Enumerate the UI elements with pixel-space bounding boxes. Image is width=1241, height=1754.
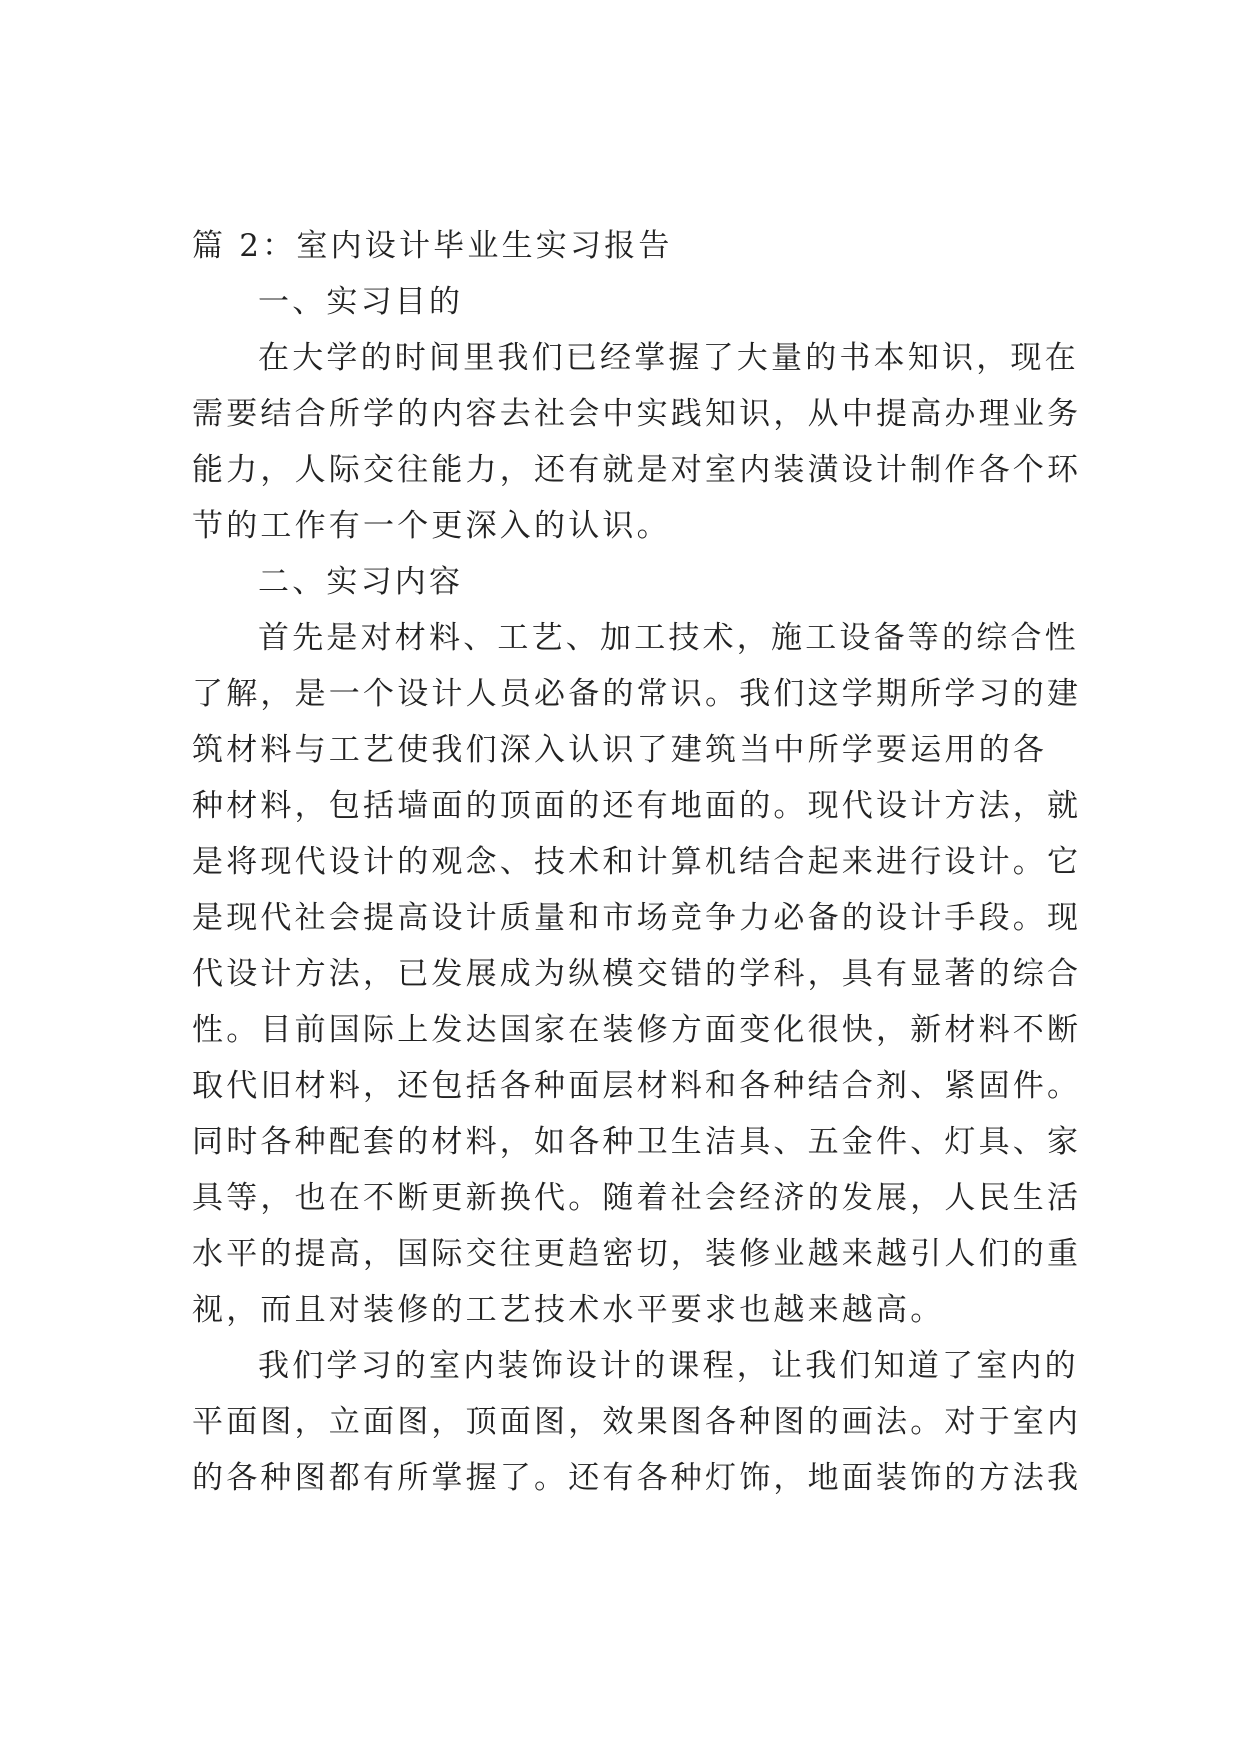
paragraph-line: 取代旧材料，还包括各种面层材料和各种结合剂、紧固件。 [192,1068,1082,1104]
paragraph-line: 我们学习的室内装饰设计的课程，让我们知道了室内的 [258,1348,1079,1384]
paragraph-content-2 [192,1338,1082,1506]
paragraph-content-1 [192,610,1082,1338]
paragraph-line: 平面图，立面图，顶面图，效果图各种图的画法。对于室内 [192,1404,1082,1440]
paragraph-line: 性。目前国际上发达国家在装修方面变化很快，新材料不断 [192,1012,1082,1048]
paragraph-line: 的各种图都有所掌握了。还有各种灯饰，地面装饰的方法我 [192,1460,1082,1496]
paragraph-line: 具等，也在不断更新换代。随着社会经济的发展，人民生活 [192,1180,1082,1216]
paragraph-purpose [192,330,1082,554]
paragraph-line: 视，而且对装修的工艺技术水平要求也越来越高。 [192,1292,945,1328]
paragraph-line: 能力，人际交往能力，还有就是对室内装潢设计制作各个环 [192,452,1082,488]
paragraph-line: 首先是对材料、工艺、加工技术，施工设备等的综合性 [258,620,1079,656]
paragraph-line: 需要结合所学的内容去社会中实践知识，从中提高办理业务 [192,396,1082,432]
paragraph-line: 同时各种配套的材料，如各种卫生洁具、五金件、灯具、家 [192,1124,1082,1160]
paragraph-line: 代设计方法，已发展成为纵模交错的学科，具有显著的综合 [192,956,1082,992]
paragraph-line: 了解，是一个设计人员必备的常识。我们这学期所学习的建 [192,676,1082,712]
paragraph-line: 是现代社会提高设计质量和市场竞争力必备的设计手段。现 [192,900,1082,936]
paragraph-line: 筑材料与工艺使我们深入认识了建筑当中所学要运用的各 [192,732,1047,768]
document-body [192,218,1082,1506]
document-title: 篇 2：室内设计毕业生实习报告 [192,228,673,264]
paragraph-line: 在大学的时间里我们已经掌握了大量的书本知识，现在 [258,340,1079,376]
section-heading-content: 二、实习内容 [258,564,464,600]
paragraph-line: 水平的提高，国际交往更趋密切，装修业越来越引人们的重 [192,1236,1082,1272]
paragraph-line: 种材料，包括墙面的顶面的还有地面的。现代设计方法，就 [192,788,1082,824]
paragraph-line: 是将现代设计的观念、技术和计算机结合起来进行设计。它 [192,844,1082,880]
paragraph-line: 节的工作有一个更深入的认识。 [192,508,671,544]
section-heading-purpose: 一、实习目的 [258,284,464,320]
